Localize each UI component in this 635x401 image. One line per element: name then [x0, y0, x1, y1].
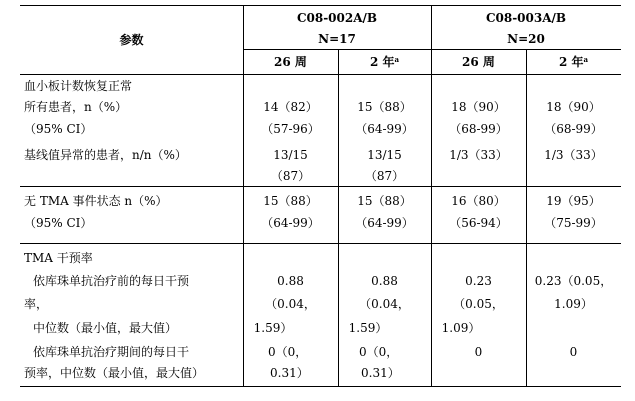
abnormal-t2-wk26: 1/3（33） — [449, 148, 508, 162]
dur-t1-wk26-line1: 0（0， — [268, 345, 308, 359]
tma-free-t1-wk26: 15（88） — [263, 194, 318, 208]
pre-t1-yr2-line3: 1.59） — [348, 321, 388, 335]
trial2-title: C08-003A/B — [485, 11, 567, 25]
dur-t2-yr2: 0 — [569, 345, 578, 359]
all-patients-label: 所有患者，n（%） — [24, 100, 128, 114]
rule-bottom — [20, 386, 621, 387]
ci-label-1: （95% CI） — [24, 122, 93, 136]
dur-t1-yr2-line1: 0（0， — [359, 345, 399, 359]
abnormal-t1-yr2: 13/15 — [367, 148, 402, 162]
ci2-t1-wk26: （64-99） — [261, 216, 320, 230]
pre-t2-wk26-line3: 1.09） — [441, 321, 481, 335]
all-patients-t2-wk26: 18（90） — [451, 100, 506, 114]
trial2-n: N=20 — [507, 32, 545, 46]
pre-t2-yr2-line1: 0.23（0.05， — [534, 274, 613, 288]
dur-t1-yr2-line2: 0.31） — [361, 366, 400, 380]
pre-treatment-label-1: 依库珠单抗治疗前的每日干预 — [33, 274, 190, 288]
ci2-t1-yr2: （64-99） — [355, 216, 414, 230]
trial1-n: N=17 — [318, 32, 356, 46]
all-patients-t2-yr2: 18（90） — [546, 100, 601, 114]
ci1-t2-wk26: （68-99） — [449, 122, 508, 136]
during-treatment-label-2: 预率，中位数（最小值，最大值） — [24, 366, 205, 380]
all-patients-t1-yr2: 15（88） — [357, 100, 412, 114]
pre-t1-yr2-line1: 0.88 — [371, 274, 398, 288]
pre-t2-wk26-line2: （0.05， — [453, 297, 504, 311]
rule-trial-sub — [243, 49, 621, 50]
abnormal-t2-yr2: 1/3（33） — [544, 148, 603, 162]
ci2-t2-yr2: （75-99） — [544, 216, 603, 230]
pre-t1-yr2-line2: （0.04， — [359, 297, 410, 311]
tma-intervention-title: TMA 干预率 — [24, 251, 93, 265]
t2-week26-header: 26 周 — [462, 55, 495, 69]
rule-sec1 — [20, 186, 621, 187]
t1-year2-header: 2 年$^a$ — [369, 55, 400, 69]
median-label: 中位数（最小值，最大值） — [33, 321, 178, 335]
pre-t2-wk26-line1: 0.23 — [465, 274, 492, 288]
abnormal-baseline-label: 基线值异常的患者，n/n（%） — [24, 148, 187, 162]
rule-top — [20, 5, 621, 6]
abnormal-pct-t1-yr2: （87） — [364, 169, 405, 183]
param-header: 参数 — [119, 33, 144, 47]
dur-t1-wk26-line2: 0.31） — [270, 366, 309, 380]
abnormal-t1-wk26: 13/15 — [273, 148, 308, 162]
pre-treatment-label-2: 率， — [24, 297, 49, 311]
pre-t1-wk26-line2: （0.04， — [265, 297, 316, 311]
tma-free-t1-yr2: 15（88） — [357, 194, 412, 208]
tma-free-t2-yr2: 19（95） — [546, 194, 601, 208]
ci2-t2-wk26: （56-94） — [449, 216, 508, 230]
rule-header — [20, 74, 621, 75]
ci1-t1-wk26: （57-96） — [261, 122, 320, 136]
rule-sec2 — [20, 243, 621, 244]
pre-t2-yr2-line2: 1.09） — [554, 297, 593, 311]
ci1-t2-yr2: （68-99） — [544, 122, 603, 136]
dur-t2-wk26: 0 — [474, 345, 483, 359]
platelet-section-title: 血小板计数恢复正常 — [24, 79, 133, 93]
during-treatment-label-1: 依库珠单抗治疗期间的每日干 — [33, 345, 190, 359]
tma-free-label: 无 TMA 事件状态 n（%） — [24, 194, 168, 208]
trial1-title: C08-002A/B — [296, 11, 378, 25]
ci-label-2: （95% CI） — [24, 216, 93, 230]
t1-week26-header: 26 周 — [274, 55, 307, 69]
tma-free-t2-wk26: 16（80） — [451, 194, 506, 208]
ci1-t1-yr2: （64-99） — [355, 122, 414, 136]
pre-t1-wk26-line3: 1.59） — [253, 321, 293, 335]
abnormal-pct-t1-wk26: （87） — [270, 169, 311, 183]
all-patients-t1-wk26: 14（82） — [263, 100, 318, 114]
pre-t1-wk26-line1: 0.88 — [277, 274, 304, 288]
t2-year2-header: 2 年$^a$ — [558, 55, 589, 69]
